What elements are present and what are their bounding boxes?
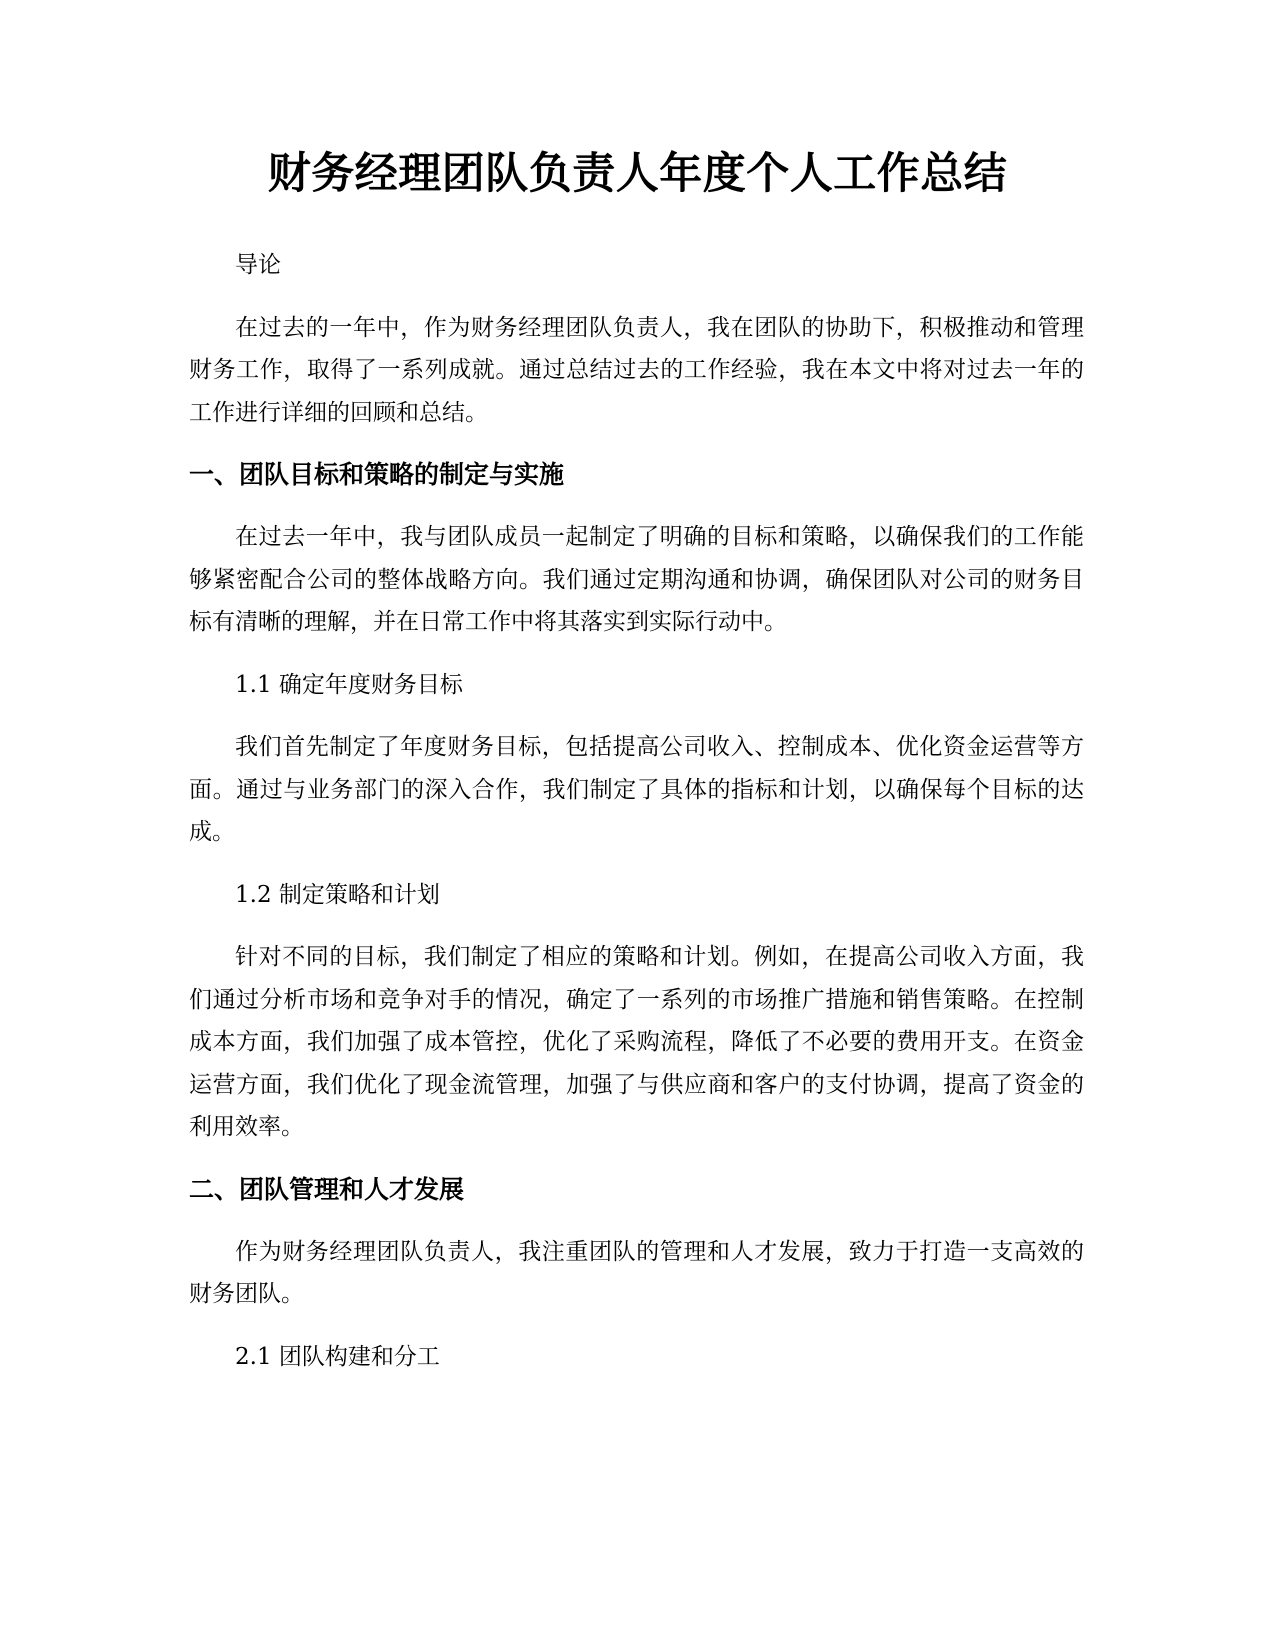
document-body xyxy=(189,244,1084,1398)
paragraph-introduction: 在过去的一年中，作为财务经理团队负责人，我在团队的协助下，积极推动和管理财务工作，取得了一系列成就。通过总结过去的工作经验，我在本文中将对过去一年的工作进行详细的回顾和总结。 xyxy=(189,314,1084,426)
section-heading-2: 二、团队管理和人才发展 xyxy=(189,1174,465,1204)
paragraph-section-2: 作为财务经理团队负责人，我注重团队的管理和人才发展，致力于打造一支高效的财务团队。 xyxy=(189,1238,1084,1307)
document-title: 财务经理团队负责人年度个人工作总结 xyxy=(267,149,1008,199)
subsection-heading-1-1: 1.1 确定年度财务目标 xyxy=(235,671,463,698)
section-label-introduction: 导论 xyxy=(235,252,281,278)
section-heading-1: 一、团队目标和策略的制定与实施 xyxy=(189,460,565,489)
paragraph-subsection-1-1: 我们首先制定了年度财务目标，包括提高公司收入、控制成本、优化资金运营等方面。通过与业务部门的深入合作，我们制定了具体的指标和计划，以确保每个目标的达成。 xyxy=(189,734,1084,845)
paragraph-section-1: 在过去一年中，我与团队成员一起制定了明确的目标和策略，以确保我们的工作能够紧密配合公司的整体战略方向。我们通过定期沟通和协调，确保团队对公司的财务目标有清晰的理解，并在日常工作中将其落实到实际行动中。 xyxy=(189,524,1084,635)
subsection-heading-1-2: 1.2 制定策略和计划 xyxy=(235,881,440,908)
subsection-heading-2-1: 2.1 团队构建和分工 xyxy=(235,1343,440,1370)
paragraph-subsection-1-2: 针对不同的目标，我们制定了相应的策略和计划。例如，在提高公司收入方面，我们通过分析市场和竞争对手的情况，确定了一系列的市场推广措施和销售策略。在控制成本方面，我们加强了成本管控，优化了采购流程，降低了不必要的费用开支。在资金运营方面，我们优化了现金流管理，加强了与供应商和客户的支付协调，提高了资金的利用效率。 xyxy=(189,944,1084,1140)
